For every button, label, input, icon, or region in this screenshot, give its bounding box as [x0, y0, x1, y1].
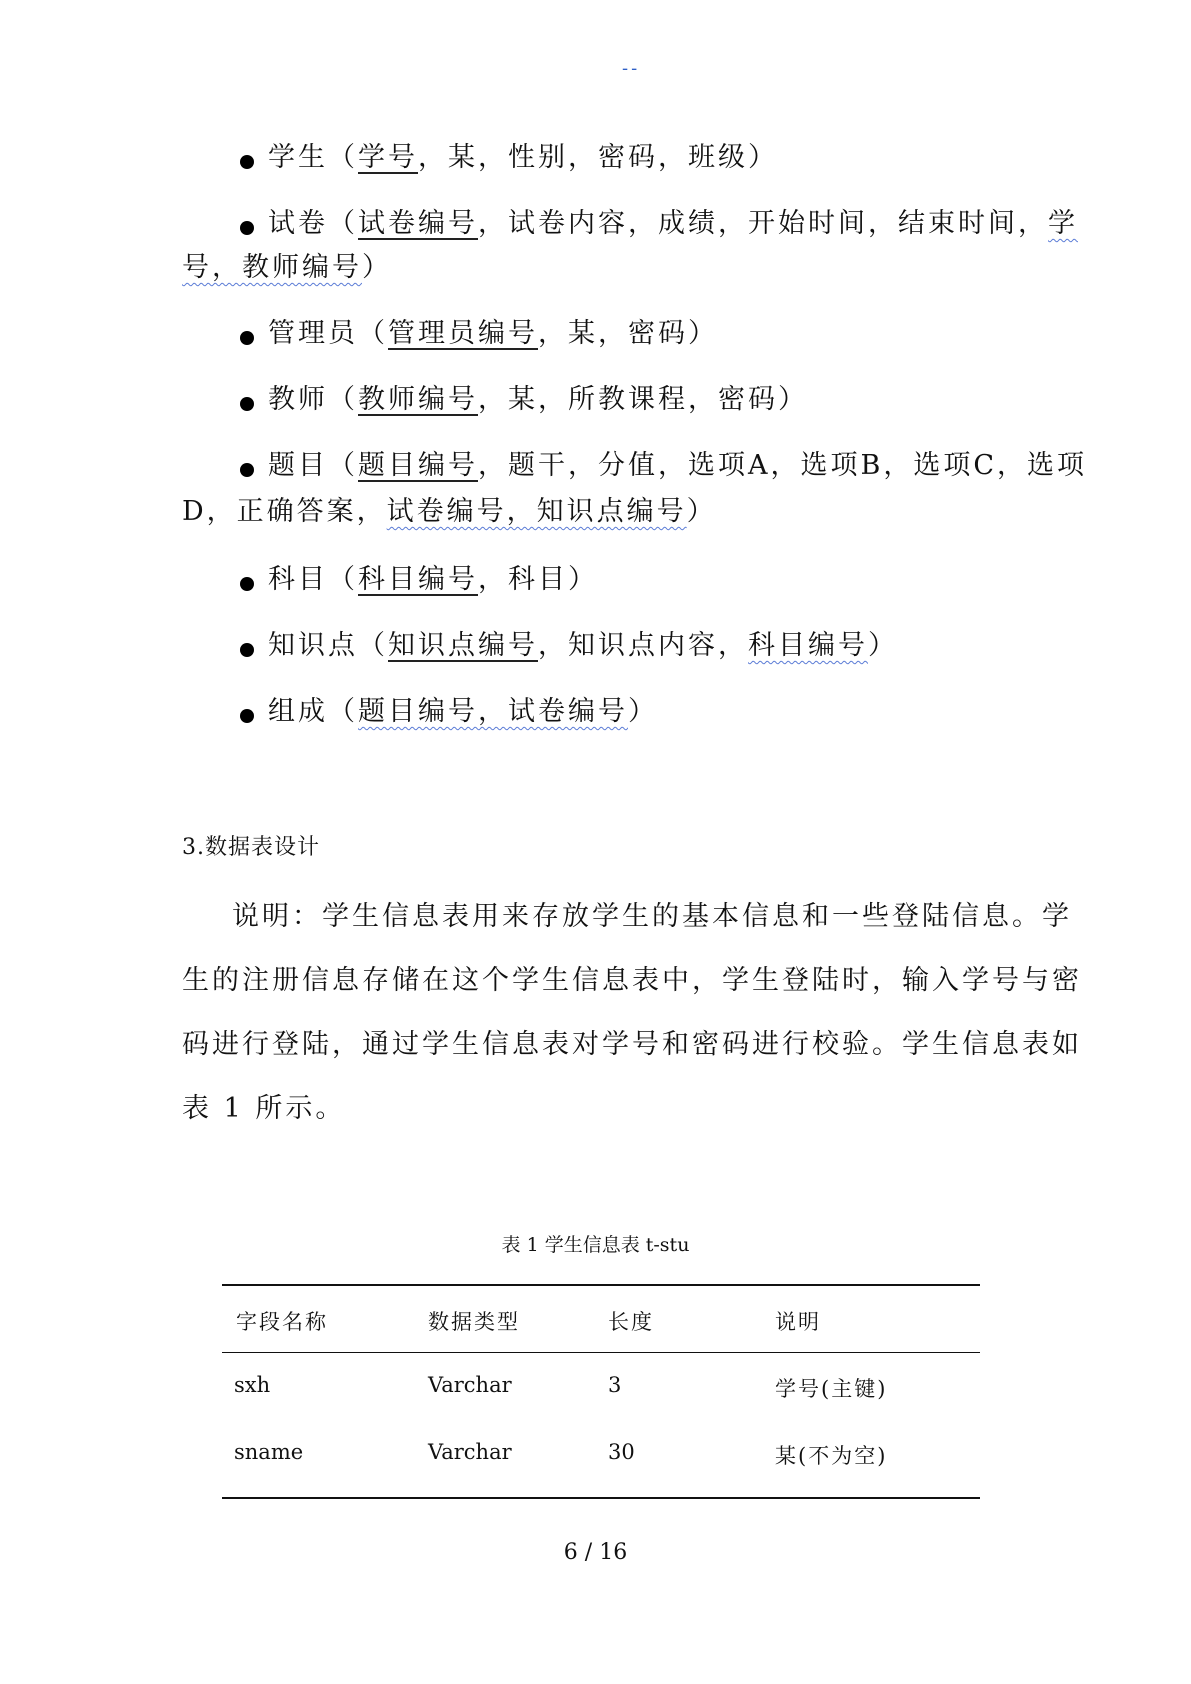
entity-subject — [182, 562, 1017, 598]
entity-exam-paper-cont — [182, 250, 1017, 286]
table-cell: 学号(主键) — [775, 1377, 888, 1401]
entity-admin — [182, 316, 1017, 352]
bullet-icon — [240, 643, 254, 657]
foreign-key: 科目编号 — [748, 630, 868, 661]
table-bottom-rule — [222, 1497, 980, 1499]
table-header-cell: 说明 — [775, 1310, 821, 1334]
paren-open: （ — [328, 696, 358, 727]
table-header-cell: 长度 — [608, 1310, 654, 1334]
table-cell: Varchar — [428, 1440, 512, 1464]
paragraph-line: 表 1 所示。 — [182, 1093, 346, 1124]
entity-teacher — [182, 382, 1017, 418]
attribute-list: ，试卷内容，成绩，开始时间，结束时间， — [478, 208, 1048, 239]
bullet-icon — [240, 331, 254, 345]
paren-open: （ — [328, 564, 358, 595]
attribute-list: ，某，性别，密码，班级） — [418, 142, 778, 173]
table-top-rule — [222, 1284, 980, 1286]
paren-close: ） — [362, 252, 392, 283]
paren-open: （ — [358, 318, 388, 349]
attribute-list: D，正确答案， — [182, 496, 387, 527]
paren-open: （ — [358, 630, 388, 661]
primary-key: 试卷编号 — [358, 208, 478, 239]
table-cell: 某(不为空) — [775, 1444, 888, 1468]
primary-key: 题目编号 — [358, 450, 478, 481]
table-cell: 30 — [608, 1440, 635, 1464]
primary-key: 题目编号，试卷编号 — [358, 696, 628, 727]
entity-student — [182, 140, 1017, 176]
table-cell: sname — [234, 1440, 304, 1464]
attribute-list: ，某，所教课程，密码） — [478, 384, 808, 415]
entity-knowledge-point — [182, 628, 1017, 664]
primary-key: 管理员编号 — [388, 318, 538, 349]
attribute-list: ，科目） — [478, 564, 598, 595]
entity-name: 知识点 — [268, 630, 358, 661]
bullet-icon — [240, 397, 254, 411]
bullet-icon — [240, 577, 254, 591]
bullet-icon — [240, 463, 254, 477]
paren-close: ） — [868, 630, 898, 661]
primary-key: 学号 — [358, 142, 418, 173]
entity-name: 题目 — [268, 450, 328, 481]
foreign-key: 号，教师编号 — [182, 252, 362, 283]
primary-key: 知识点编号 — [388, 630, 538, 661]
paragraph-line: 说明：学生信息表用来存放学生的基本信息和一些登陆信息。学 — [232, 901, 1072, 932]
entity-name: 组成 — [268, 696, 328, 727]
primary-key: 教师编号 — [358, 384, 478, 415]
entity-name: 学生 — [268, 142, 328, 173]
paren-close: ） — [628, 696, 658, 727]
entity-question-cont — [182, 494, 1017, 530]
table-header-rule — [222, 1352, 980, 1353]
paren-close: ） — [686, 496, 717, 527]
foreign-key: 学 — [1048, 208, 1078, 239]
entity-name: 管理员 — [268, 318, 358, 349]
entity-name: 教师 — [268, 384, 328, 415]
entity-exam-paper — [182, 206, 1078, 242]
entity-question — [182, 448, 1087, 484]
table-header-cell: 数据类型 — [428, 1310, 520, 1334]
paragraph-line: 生的注册信息存储在这个学生信息表中，学生登陆时，输入学号与密 — [182, 965, 1082, 996]
attribute-list: ，题干，分值，选项A，选项B，选项C，选项 — [478, 450, 1087, 481]
table-cell: 3 — [608, 1373, 622, 1397]
bullet-icon — [240, 155, 254, 169]
primary-key: 科目编号 — [358, 564, 478, 595]
entity-name: 科目 — [268, 564, 328, 595]
table-cell: sxh — [234, 1373, 271, 1397]
paren-open: （ — [328, 142, 358, 173]
table-cell: Varchar — [428, 1373, 512, 1397]
entity-name: 试卷 — [268, 208, 328, 239]
entity-composition — [182, 694, 1017, 730]
attribute-list: ，知识点内容， — [538, 630, 748, 661]
header-mark: -- — [622, 58, 641, 79]
bullet-icon — [240, 709, 254, 723]
paren-open: （ — [328, 450, 358, 481]
table-header-cell: 字段名称 — [236, 1310, 328, 1334]
paren-open: （ — [328, 208, 358, 239]
paragraph-line: 码进行登陆，通过学生信息表对学号和密码进行校验。学生信息表如 — [182, 1029, 1082, 1060]
section-title: 3.数据表设计 — [182, 835, 320, 860]
page-number: 6 / 16 — [563, 1540, 628, 1565]
foreign-key: 试卷编号，知识点编号 — [386, 496, 687, 527]
paren-open: （ — [328, 384, 358, 415]
bullet-icon — [240, 221, 254, 235]
table-caption: 表 1 学生信息表 t-stu — [501, 1234, 690, 1256]
attribute-list: ，某，密码） — [538, 318, 718, 349]
